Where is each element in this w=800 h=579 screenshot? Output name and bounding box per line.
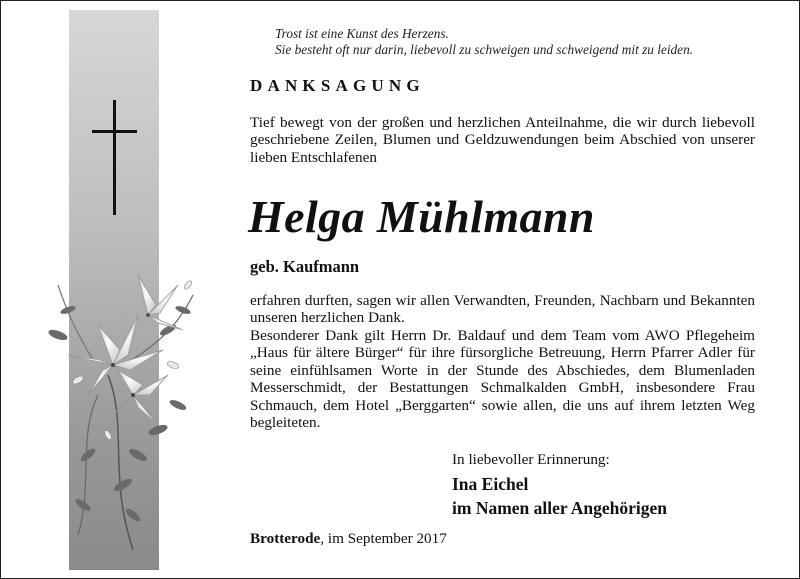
signer-name: Ina Eichel bbox=[452, 474, 529, 494]
signer-block bbox=[452, 472, 667, 520]
thanks-special-paragraph: Besonderer Dank gilt Herrn Dr. Baldauf und dem Team vom AWO Pflegeheim „Haus für ältere Bürger“ für ihre fürsorgliche Betreuung, Herrn Pfarrer Adler für seine einfühlsamen Worte in der Stunde des Abschiedes, dem Blumenladen Messerschmidt, der Bestattungen Schmalkalden GmbH, insbesondere Frau Schmauch, dem Hotel „Berggarten“ sowie allen, die uns auf ihrem letzten Weg begleiteten. bbox=[250, 327, 755, 432]
cross-icon bbox=[90, 100, 140, 215]
motto-quote bbox=[275, 26, 775, 58]
notice-heading: DANKSAGUNG bbox=[250, 76, 425, 95]
place-town: Brotterode bbox=[250, 530, 321, 547]
place-and-date bbox=[250, 530, 447, 548]
deceased-name: Helga Mühlmann bbox=[248, 191, 595, 242]
lily-bouquet-illustration bbox=[38, 255, 198, 555]
place-date: , im September 2017 bbox=[320, 530, 447, 547]
birth-name: geb. Kaufmann bbox=[250, 257, 360, 276]
motto-line-1: Trost ist eine Kunst des Herzens. bbox=[275, 26, 449, 41]
memory-line: In liebevoller Erinnerung: bbox=[452, 451, 610, 468]
signer-role: im Namen aller Angehörigen bbox=[452, 498, 668, 518]
intro-paragraph: Tief bewegt von der großen und herzlichen Anteilnahme, die wir durch liebevoll geschriebene Zeilen, Blumen und Geldzuwendungen beim Abschied von unserer lieben Entschlafenen bbox=[250, 114, 755, 166]
motto-line-2: Sie besteht oft nur darin, liebevoll zu schweigen und schweigend mit zu leiden. bbox=[275, 42, 694, 57]
thanks-general-paragraph: erfahren durften, sagen wir allen Verwandten, Freunden, Nachbarn und Bekannten unseren herzlichen Dank. bbox=[250, 292, 755, 327]
